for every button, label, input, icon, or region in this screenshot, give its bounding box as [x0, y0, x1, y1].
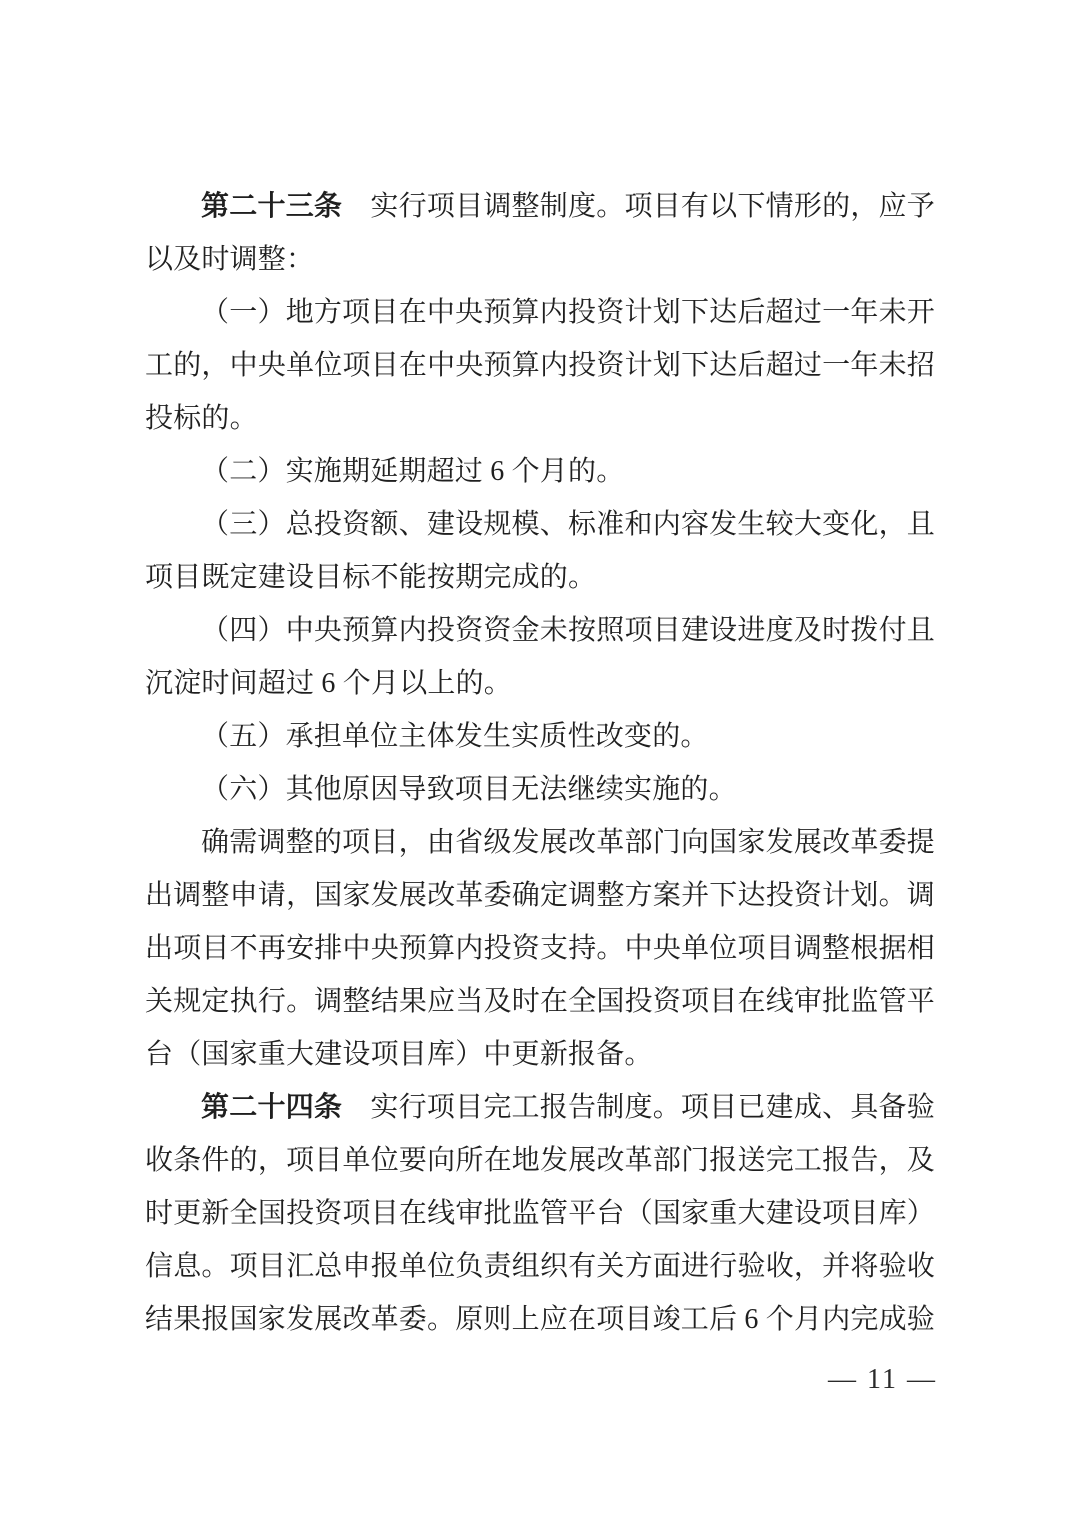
paragraph-text: （二）实施期延期超过 6 个月的。 [201, 456, 625, 487]
page-number: — 11 — [828, 1364, 937, 1395]
paragraph-text: 实行项目调整制度。项目有以下情形的，应予以及时调整： [145, 191, 935, 275]
paragraph-text: （四）中央预算内投资资金未按照项目建设进度及时拨付且沉淀时间超过 6 个月以上的。 [145, 615, 935, 699]
article-number: 第二十四条 [201, 1092, 343, 1123]
paragraph [145, 604, 935, 710]
paragraph-text: （一）地方项目在中央预算内投资计划下达后超过一年未开工的，中央单位项目在中央预算内投资计划下达后超过一年未招投标的。 [145, 297, 935, 434]
paragraph [145, 498, 935, 604]
paragraph-text: （五）承担单位主体发生实质性改变的。 [201, 721, 709, 752]
paragraph [145, 1081, 935, 1346]
document-body [145, 180, 935, 1346]
paragraph [145, 286, 935, 445]
paragraph-text: （六）其他原因导致项目无法继续实施的。 [201, 774, 737, 805]
paragraph [145, 180, 935, 286]
paragraph-text: 确需调整的项目，由省级发展改革部门向国家发展改革委提出调整申请，国家发展改革委确定调整方案并下达投资计划。调出项目不再安排中央预算内投资支持。中央单位项目调整根据相关规定执行。调整结果应当及时在全国投资项目在线审批监管平台（国家重大建设项目库）中更新报备。 [145, 827, 935, 1070]
paragraph-text: （三）总投资额、建设规模、标准和内容发生较大变化，且项目既定建设目标不能按期完成的。 [145, 509, 935, 593]
article-number: 第二十三条 [201, 191, 343, 222]
paragraph [145, 763, 935, 816]
paragraph [145, 816, 935, 1081]
paragraph [145, 445, 935, 498]
paragraph-text: 实行项目完工报告制度。项目已建成、具备验收条件的，项目单位要向所在地发展改革部门报送完工报告，及时更新全国投资项目在线审批监管平台（国家重大建设项目库）信息。项目汇总申报单位负责组织有关方面进行验收，并将验收结果报国家发展改革委。原则上应在项目竣工后 6 个月内完成验 [145, 1092, 936, 1335]
paragraph [145, 710, 935, 763]
